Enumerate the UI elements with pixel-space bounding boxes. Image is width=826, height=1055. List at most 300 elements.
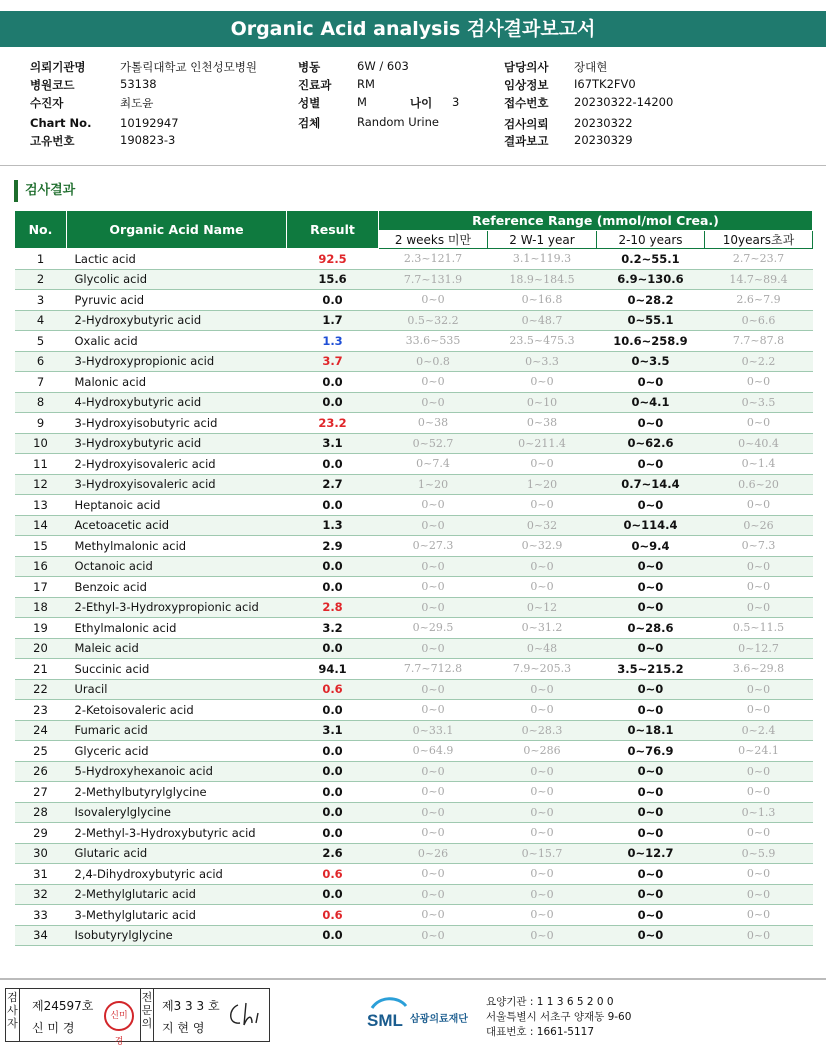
result-value: 0.0 bbox=[287, 495, 379, 516]
reference-range: 0~0 bbox=[597, 761, 705, 782]
reference-range: 0~6.6 bbox=[705, 310, 813, 331]
result-value: 0.0 bbox=[287, 372, 379, 393]
acid-name: Heptanoic acid bbox=[67, 495, 287, 516]
info-label: 진료과 bbox=[298, 78, 332, 92]
info-value: 장대현 bbox=[574, 60, 608, 74]
reference-range: 0~0 bbox=[597, 638, 705, 659]
table-row bbox=[15, 392, 813, 413]
reference-range: 0~7.3 bbox=[705, 536, 813, 557]
reference-range: 7.7~712.8 bbox=[379, 659, 488, 680]
row-number: 2 bbox=[15, 269, 67, 290]
header-range-0: 2 weeks 미만 bbox=[379, 231, 488, 249]
reference-range: 0~114.4 bbox=[597, 515, 705, 536]
reference-range: 2.7~23.7 bbox=[705, 249, 813, 270]
reference-range: 0~0 bbox=[379, 905, 488, 926]
info-value: RM bbox=[357, 77, 375, 91]
table-row bbox=[15, 536, 813, 557]
reference-range: 0~0 bbox=[488, 864, 597, 885]
row-number: 7 bbox=[15, 372, 67, 393]
reference-range: 0~0 bbox=[597, 823, 705, 844]
reference-range: 0~38 bbox=[379, 413, 488, 434]
row-number: 19 bbox=[15, 618, 67, 639]
reference-range: 0~0 bbox=[705, 782, 813, 803]
row-number: 5 bbox=[15, 331, 67, 352]
reference-range: 1~20 bbox=[488, 474, 597, 495]
reference-range: 0~0 bbox=[597, 495, 705, 516]
row-number: 4 bbox=[15, 310, 67, 331]
reference-range: 0~1.4 bbox=[705, 454, 813, 475]
info-value: 최도윤 bbox=[120, 96, 154, 110]
row-number: 20 bbox=[15, 638, 67, 659]
reference-range: 0~2.4 bbox=[705, 720, 813, 741]
reference-range: 0~0 bbox=[488, 372, 597, 393]
reference-range: 0~0 bbox=[597, 597, 705, 618]
result-value: 0.0 bbox=[287, 577, 379, 598]
reference-range: 0~0 bbox=[379, 577, 488, 598]
acid-name: Benzoic acid bbox=[67, 577, 287, 598]
reference-range: 0~0 bbox=[379, 290, 488, 311]
reference-range: 0~0 bbox=[379, 823, 488, 844]
result-value: 1.7 bbox=[287, 310, 379, 331]
reference-range: 0~3.3 bbox=[488, 351, 597, 372]
reference-range: 0~0 bbox=[488, 700, 597, 721]
header-reference: Reference Range (mmol/mol Crea.) bbox=[379, 211, 813, 231]
acid-name: 3-Hydroxyisovaleric acid bbox=[67, 474, 287, 495]
header-name: Organic Acid Name bbox=[67, 211, 287, 249]
table-row bbox=[15, 700, 813, 721]
reference-range: 3.1~119.3 bbox=[488, 249, 597, 270]
reference-range: 0~12.7 bbox=[705, 638, 813, 659]
result-value: 0.0 bbox=[287, 925, 379, 946]
result-value: 0.0 bbox=[287, 823, 379, 844]
result-value: 0.0 bbox=[287, 700, 379, 721]
reference-range: 0~33.1 bbox=[379, 720, 488, 741]
inspector-stamp: 신미경 bbox=[104, 1001, 134, 1031]
acid-name: 3-Hydroxyisobutyric acid bbox=[67, 413, 287, 434]
reference-range: 7.7~131.9 bbox=[379, 269, 488, 290]
reference-range: 2.3~121.7 bbox=[379, 249, 488, 270]
result-value: 0.0 bbox=[287, 802, 379, 823]
reference-range: 0~0 bbox=[705, 761, 813, 782]
reference-range: 0~0 bbox=[379, 638, 488, 659]
reference-range: 0~286 bbox=[488, 741, 597, 762]
info-label: 임상정보 bbox=[504, 78, 549, 92]
reference-range: 23.5~475.3 bbox=[488, 331, 597, 352]
reference-range: 0~55.1 bbox=[597, 310, 705, 331]
reference-range: 0.6~20 bbox=[705, 474, 813, 495]
info-value: 53138 bbox=[120, 77, 157, 91]
reference-range: 0~0.8 bbox=[379, 351, 488, 372]
header-range-1: 2 W-1 year bbox=[488, 231, 597, 249]
reference-range: 0~0 bbox=[379, 864, 488, 885]
reference-range: 0~0 bbox=[488, 823, 597, 844]
row-number: 15 bbox=[15, 536, 67, 557]
reference-range: 0~0 bbox=[705, 884, 813, 905]
results-body bbox=[15, 249, 813, 946]
reference-range: 0~12.7 bbox=[597, 843, 705, 864]
reference-range: 0~3.5 bbox=[597, 351, 705, 372]
reference-range: 6.9~130.6 bbox=[597, 269, 705, 290]
contact-info bbox=[486, 995, 631, 1040]
result-value: 2.8 bbox=[287, 597, 379, 618]
age-label: 나이 bbox=[410, 96, 433, 110]
acid-name: 2-Ketoisovaleric acid bbox=[67, 700, 287, 721]
result-value: 3.1 bbox=[287, 433, 379, 454]
table-row bbox=[15, 310, 813, 331]
table-row bbox=[15, 618, 813, 639]
acid-name: 2-Methylbutyrylglycine bbox=[67, 782, 287, 803]
reference-range: 0~0 bbox=[379, 392, 488, 413]
reference-range: 0~0 bbox=[488, 802, 597, 823]
row-number: 30 bbox=[15, 843, 67, 864]
info-value: 10192947 bbox=[120, 116, 179, 130]
reference-range: 0~38 bbox=[488, 413, 597, 434]
table-row bbox=[15, 577, 813, 598]
reference-range: 0~0 bbox=[488, 679, 597, 700]
row-number: 28 bbox=[15, 802, 67, 823]
reference-range: 0~0 bbox=[488, 761, 597, 782]
header-range-3: 10years초과 bbox=[705, 231, 813, 249]
row-number: 32 bbox=[15, 884, 67, 905]
result-value: 0.0 bbox=[287, 638, 379, 659]
row-number: 12 bbox=[15, 474, 67, 495]
reference-range: 7.7~87.8 bbox=[705, 331, 813, 352]
reference-range: 0~0 bbox=[379, 782, 488, 803]
reference-range: 0~0 bbox=[379, 925, 488, 946]
row-number: 14 bbox=[15, 515, 67, 536]
reference-range: 7.9~205.3 bbox=[488, 659, 597, 680]
acid-name: Methylmalonic acid bbox=[67, 536, 287, 557]
result-value: 92.5 bbox=[287, 249, 379, 270]
reference-range: 3.5~215.2 bbox=[597, 659, 705, 680]
row-number: 6 bbox=[15, 351, 67, 372]
reference-range: 0~16.8 bbox=[488, 290, 597, 311]
reference-range: 0~7.4 bbox=[379, 454, 488, 475]
acid-name: Glycolic acid bbox=[67, 269, 287, 290]
row-number: 13 bbox=[15, 495, 67, 516]
phone: 대표번호 : 1661-5117 bbox=[486, 1026, 595, 1038]
reference-range: 0~0 bbox=[597, 577, 705, 598]
result-value: 3.7 bbox=[287, 351, 379, 372]
result-value: 0.6 bbox=[287, 905, 379, 926]
result-value: 1.3 bbox=[287, 515, 379, 536]
divider bbox=[0, 165, 826, 166]
reference-range: 0~0 bbox=[379, 515, 488, 536]
reference-range: 0~0 bbox=[379, 495, 488, 516]
acid-name: Glutaric acid bbox=[67, 843, 287, 864]
reference-range: 0~27.3 bbox=[379, 536, 488, 557]
row-number: 8 bbox=[15, 392, 67, 413]
reference-range: 0~0 bbox=[379, 597, 488, 618]
acid-name: Ethylmalonic acid bbox=[67, 618, 287, 639]
reference-range: 0~40.4 bbox=[705, 433, 813, 454]
table-row bbox=[15, 331, 813, 352]
specialist-label: 전문의 bbox=[140, 989, 154, 1041]
header-range-2: 2-10 years bbox=[597, 231, 705, 249]
acid-name: Malonic acid bbox=[67, 372, 287, 393]
row-number: 33 bbox=[15, 905, 67, 926]
org-name: 삼광의료재단 bbox=[410, 1014, 468, 1025]
result-value: 1.3 bbox=[287, 331, 379, 352]
reference-range: 0~0 bbox=[705, 823, 813, 844]
result-value: 23.2 bbox=[287, 413, 379, 434]
reference-range: 18.9~184.5 bbox=[488, 269, 597, 290]
sml-logo-text: SML bbox=[367, 1011, 403, 1030]
reference-range: 0~0 bbox=[597, 556, 705, 577]
info-label: 의뢰기관명 bbox=[30, 60, 86, 74]
reference-range: 0~4.1 bbox=[597, 392, 705, 413]
result-value: 0.6 bbox=[287, 679, 379, 700]
signature-box bbox=[5, 988, 270, 1047]
reference-range: 0~48 bbox=[488, 638, 597, 659]
info-label: 병동 bbox=[298, 60, 321, 74]
table-row bbox=[15, 884, 813, 905]
row-number: 31 bbox=[15, 864, 67, 885]
reference-range: 10.6~258.9 bbox=[597, 331, 705, 352]
info-value: 가톨릭대학교 인천성모병원 bbox=[120, 60, 257, 74]
info-label: 고유번호 bbox=[30, 134, 75, 148]
reference-range: 0~29.5 bbox=[379, 618, 488, 639]
acid-name: Octanoic acid bbox=[67, 556, 287, 577]
table-row bbox=[15, 864, 813, 885]
table-row bbox=[15, 782, 813, 803]
info-label: 접수번호 bbox=[504, 96, 549, 110]
reference-range: 0~12 bbox=[488, 597, 597, 618]
inspector-name: 신 미 경 bbox=[32, 1021, 75, 1035]
reference-range: 0~64.9 bbox=[379, 741, 488, 762]
reference-range: 0~32.9 bbox=[488, 536, 597, 557]
table-row bbox=[15, 638, 813, 659]
reference-range: 0~0 bbox=[488, 782, 597, 803]
table-row bbox=[15, 454, 813, 475]
table-row bbox=[15, 843, 813, 864]
reference-range: 0~0 bbox=[705, 577, 813, 598]
reference-range: 0~0 bbox=[705, 905, 813, 926]
row-number: 3 bbox=[15, 290, 67, 311]
table-row bbox=[15, 269, 813, 290]
reference-range: 0.5~11.5 bbox=[705, 618, 813, 639]
inspector-number: 제24597호 bbox=[32, 999, 94, 1013]
section-title: 검사결과 bbox=[14, 180, 75, 202]
reference-range: 0~0 bbox=[705, 864, 813, 885]
result-value: 2.9 bbox=[287, 536, 379, 557]
sml-logo bbox=[366, 994, 410, 1038]
reference-range: 1~20 bbox=[379, 474, 488, 495]
acid-name: 5-Hydroxyhexanoic acid bbox=[67, 761, 287, 782]
reference-range: 0~211.4 bbox=[488, 433, 597, 454]
acid-name: 2-Methylglutaric acid bbox=[67, 884, 287, 905]
acid-name: Acetoacetic acid bbox=[67, 515, 287, 536]
table-row bbox=[15, 761, 813, 782]
row-number: 1 bbox=[15, 249, 67, 270]
reference-range: 0~0 bbox=[379, 372, 488, 393]
reference-range: 0~28.2 bbox=[597, 290, 705, 311]
info-label: 담당의사 bbox=[504, 60, 549, 74]
reference-range: 0~32 bbox=[488, 515, 597, 536]
info-label: 병원코드 bbox=[30, 78, 75, 92]
info-value: Random Urine bbox=[357, 115, 439, 129]
reference-range: 0~0 bbox=[597, 679, 705, 700]
acid-name: 3-Hydroxybutyric acid bbox=[67, 433, 287, 454]
info-value: 6W / 603 bbox=[357, 59, 409, 73]
reference-range: 0~0 bbox=[379, 761, 488, 782]
reference-range: 0~0 bbox=[379, 679, 488, 700]
table-row bbox=[15, 905, 813, 926]
reference-range: 0~0 bbox=[597, 782, 705, 803]
reference-range: 14.7~89.4 bbox=[705, 269, 813, 290]
reference-range: 0~62.6 bbox=[597, 433, 705, 454]
row-number: 10 bbox=[15, 433, 67, 454]
results-table bbox=[14, 210, 813, 946]
reference-range: 0.2~55.1 bbox=[597, 249, 705, 270]
reference-range: 0~26 bbox=[379, 843, 488, 864]
reference-range: 0~0 bbox=[488, 905, 597, 926]
signature-mark bbox=[224, 999, 264, 1031]
reference-range: 0~31.2 bbox=[488, 618, 597, 639]
table-row bbox=[15, 925, 813, 946]
reference-range: 0~10 bbox=[488, 392, 597, 413]
reference-range: 0~18.1 bbox=[597, 720, 705, 741]
info-value: 20230322 bbox=[574, 116, 633, 130]
row-number: 21 bbox=[15, 659, 67, 680]
acid-name: 4-Hydroxybutyric acid bbox=[67, 392, 287, 413]
result-value: 0.0 bbox=[287, 761, 379, 782]
reference-range: 0~0 bbox=[488, 884, 597, 905]
reference-range: 0~0 bbox=[597, 864, 705, 885]
report-title: Organic Acid analysis 검사결과보고서 bbox=[0, 11, 826, 47]
reference-range: 0~15.7 bbox=[488, 843, 597, 864]
table-row bbox=[15, 495, 813, 516]
acid-name: Fumaric acid bbox=[67, 720, 287, 741]
table-row bbox=[15, 433, 813, 454]
table-row bbox=[15, 720, 813, 741]
acid-name: Isobutyrylglycine bbox=[67, 925, 287, 946]
info-value: 190823-3 bbox=[120, 133, 176, 147]
reference-range: 0~26 bbox=[705, 515, 813, 536]
reference-range: 0~0 bbox=[597, 884, 705, 905]
sml-logo-icon bbox=[366, 994, 410, 1034]
info-label: 검사의뢰 bbox=[504, 117, 549, 131]
reference-range: 0~0 bbox=[597, 802, 705, 823]
result-value: 2.6 bbox=[287, 843, 379, 864]
reference-range: 0~0 bbox=[488, 495, 597, 516]
row-number: 16 bbox=[15, 556, 67, 577]
table-row bbox=[15, 474, 813, 495]
reference-range: 0~0 bbox=[705, 925, 813, 946]
acid-name: 2-Methyl-3-Hydroxybutyric acid bbox=[67, 823, 287, 844]
reference-range: 0~0 bbox=[488, 556, 597, 577]
reference-range: 0~0 bbox=[705, 495, 813, 516]
reference-range: 0~0 bbox=[705, 556, 813, 577]
reference-range: 0~0 bbox=[705, 372, 813, 393]
info-value: I67TK2FV0 bbox=[574, 77, 636, 91]
table-row bbox=[15, 802, 813, 823]
row-number: 34 bbox=[15, 925, 67, 946]
specialist-number: 제3 3 3 호 bbox=[162, 999, 220, 1013]
acid-name: Oxalic acid bbox=[67, 331, 287, 352]
info-label: 수진자 bbox=[30, 96, 64, 110]
institution-code: 요양기관 : 1 1 3 6 5 2 0 0 bbox=[486, 996, 614, 1008]
table-row bbox=[15, 679, 813, 700]
row-number: 29 bbox=[15, 823, 67, 844]
acid-name: 2-Ethyl-3-Hydroxypropionic acid bbox=[67, 597, 287, 618]
reference-range: 0~0 bbox=[488, 454, 597, 475]
result-value: 0.0 bbox=[287, 290, 379, 311]
reference-range: 3.6~29.8 bbox=[705, 659, 813, 680]
acid-name: Maleic acid bbox=[67, 638, 287, 659]
reference-range: 0~0 bbox=[597, 925, 705, 946]
reference-range: 2.6~7.9 bbox=[705, 290, 813, 311]
reference-range: 0~1.3 bbox=[705, 802, 813, 823]
acid-name: Isovalerylglycine bbox=[67, 802, 287, 823]
reference-range: 0~0 bbox=[597, 454, 705, 475]
reference-range: 0~0 bbox=[597, 700, 705, 721]
acid-name: Glyceric acid bbox=[67, 741, 287, 762]
acid-name: 3-Hydroxypropionic acid bbox=[67, 351, 287, 372]
table-row bbox=[15, 413, 813, 434]
reference-range: 0~3.5 bbox=[705, 392, 813, 413]
result-value: 0.0 bbox=[287, 782, 379, 803]
result-value: 0.0 bbox=[287, 392, 379, 413]
result-value: 15.6 bbox=[287, 269, 379, 290]
reference-range: 0~0 bbox=[705, 597, 813, 618]
age-value: 3 bbox=[452, 95, 460, 109]
acid-name: Uracil bbox=[67, 679, 287, 700]
info-label: Chart No. bbox=[30, 116, 92, 130]
info-value: M bbox=[357, 95, 367, 109]
result-value: 0.6 bbox=[287, 864, 379, 885]
reference-range: 0~76.9 bbox=[597, 741, 705, 762]
reference-range: 0~2.2 bbox=[705, 351, 813, 372]
acid-name: 2-Hydroxybutyric acid bbox=[67, 310, 287, 331]
reference-range: 0~5.9 bbox=[705, 843, 813, 864]
row-number: 25 bbox=[15, 741, 67, 762]
reference-range: 0~48.7 bbox=[488, 310, 597, 331]
reference-range: 0~0 bbox=[705, 413, 813, 434]
table-row bbox=[15, 741, 813, 762]
table-row bbox=[15, 515, 813, 536]
result-value: 3.2 bbox=[287, 618, 379, 639]
result-value: 3.1 bbox=[287, 720, 379, 741]
header-no: No. bbox=[15, 211, 67, 249]
info-label: 성별 bbox=[298, 96, 321, 110]
row-number: 27 bbox=[15, 782, 67, 803]
reference-range: 0~0 bbox=[379, 802, 488, 823]
reference-range: 0.5~32.2 bbox=[379, 310, 488, 331]
table-row bbox=[15, 823, 813, 844]
info-value: 20230322-14200 bbox=[574, 95, 674, 109]
info-label: 결과보고 bbox=[504, 134, 549, 148]
reference-range: 0~28.3 bbox=[488, 720, 597, 741]
reference-range: 0~0 bbox=[597, 413, 705, 434]
footer-divider bbox=[0, 978, 826, 980]
reference-range: 0~0 bbox=[705, 679, 813, 700]
row-number: 17 bbox=[15, 577, 67, 598]
result-value: 0.0 bbox=[287, 556, 379, 577]
table-row bbox=[15, 597, 813, 618]
address: 서울특별시 서초구 양재동 9-60 bbox=[486, 1011, 632, 1023]
result-value: 94.1 bbox=[287, 659, 379, 680]
result-value: 0.0 bbox=[287, 741, 379, 762]
acid-name: Lactic acid bbox=[67, 249, 287, 270]
table-row bbox=[15, 290, 813, 311]
result-value: 0.0 bbox=[287, 454, 379, 475]
specialist-name: 지 현 영 bbox=[162, 1021, 205, 1035]
header-result: Result bbox=[287, 211, 379, 249]
reference-range: 0~0 bbox=[379, 556, 488, 577]
info-value: 20230329 bbox=[574, 133, 633, 147]
row-number: 11 bbox=[15, 454, 67, 475]
